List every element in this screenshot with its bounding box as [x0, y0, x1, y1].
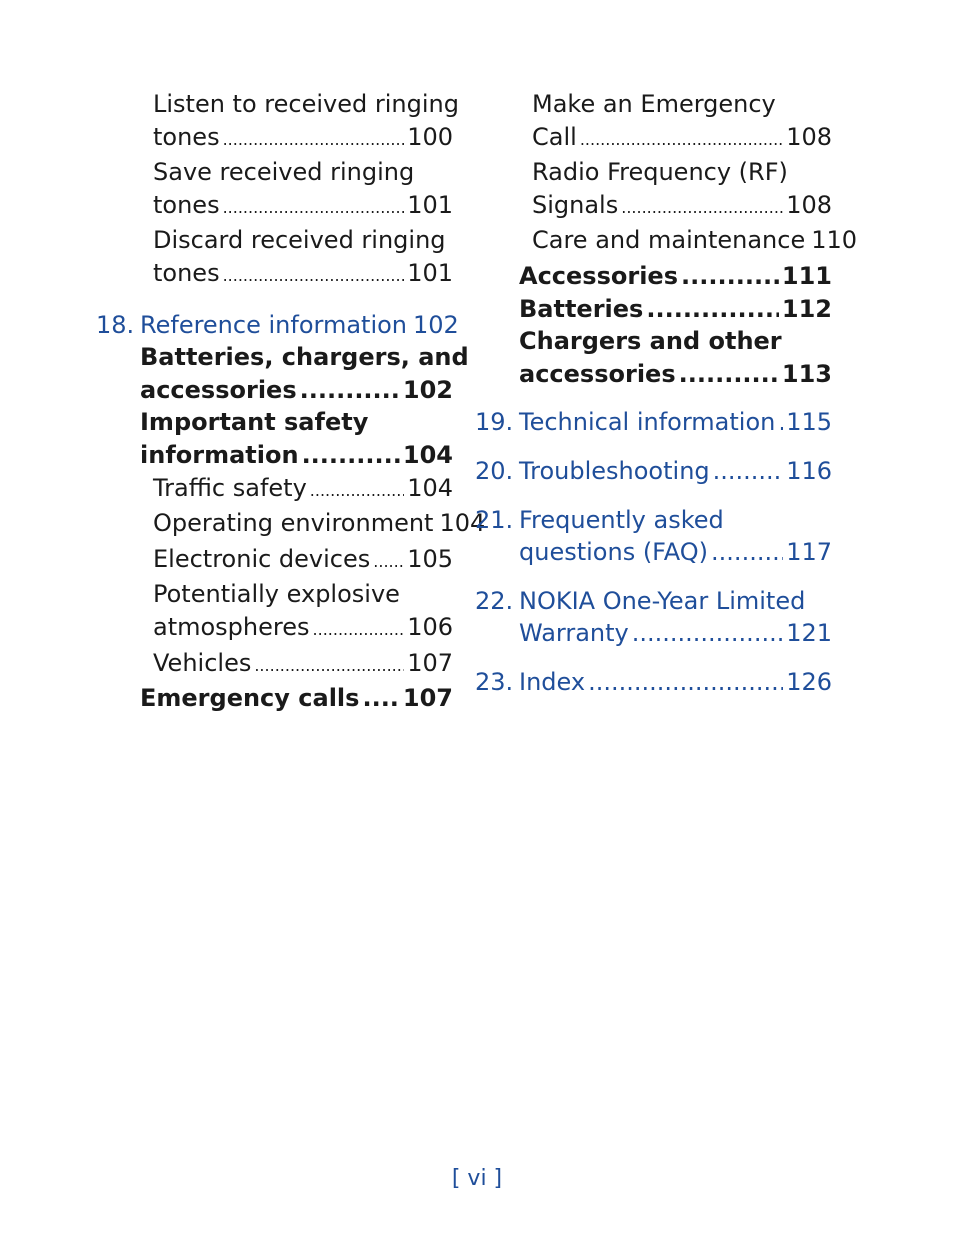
dot-leader: [223, 124, 405, 157]
toc-page-number: 100: [407, 122, 453, 151]
toc-entry[interactable]: [96, 647, 453, 683]
toc-page-number: 104: [407, 473, 453, 502]
toc-entry[interactable]: [96, 88, 459, 156]
toc-entry-title: Batteries: [519, 294, 644, 323]
toc-entry-title-line: Discard received ringing: [153, 226, 446, 255]
dot-leader: [223, 192, 405, 225]
toc-entry-leader-line: [140, 374, 453, 407]
toc-page-number: 106: [407, 612, 453, 641]
toc-entry-title: tones: [153, 190, 220, 219]
toc-entry-title: Vehicles: [153, 648, 252, 677]
dot-leader: [373, 546, 404, 579]
toc-page-number: 102: [402, 375, 453, 404]
toc-entry-title: questions (FAQ): [519, 538, 709, 567]
toc-chapter-entry[interactable]: [475, 585, 832, 650]
page-number: [ vi ]: [451, 1166, 503, 1191]
dot-leader: [302, 439, 400, 472]
toc-page-number: 107: [402, 684, 453, 713]
toc-entry-leader-line: [140, 682, 453, 715]
toc-entry[interactable]: [475, 88, 832, 156]
dot-leader: [362, 682, 399, 715]
toc-entry[interactable]: [475, 325, 832, 390]
toc-page-number: 104: [402, 440, 453, 469]
dot-leader: [313, 614, 405, 647]
toc-entry-title: 18. Reference information: [140, 309, 407, 342]
toc-entry-title: Traffic safety: [153, 473, 307, 502]
toc-page-number: 102: [413, 310, 459, 339]
toc-entry-title: Call: [532, 122, 577, 151]
toc-page-number: 108: [786, 190, 832, 219]
toc-page-number: 110: [811, 226, 858, 255]
toc-entry[interactable]: [96, 406, 453, 471]
toc-entry-title-line: Chargers and other: [519, 327, 782, 356]
toc-entry-title: information: [140, 440, 299, 469]
toc-entry-title: Signals: [532, 190, 619, 219]
chapter-number: 21.: [475, 505, 514, 534]
toc-entry-leader-line: [519, 617, 832, 650]
toc-entry[interactable]: [96, 578, 453, 646]
toc-right-column: [475, 88, 858, 699]
toc-entry-leader-line: [475, 406, 832, 439]
toc-entry-title-line: Radio Frequency (RF): [532, 158, 788, 187]
toc-page-number: 116: [786, 456, 832, 485]
toc-page-number: 108: [786, 122, 832, 151]
toc-entry-title-line: 21. Frequently asked: [519, 504, 832, 537]
toc-entry-leader-line: [153, 611, 453, 647]
toc-entry-title: Accessories: [519, 261, 678, 290]
toc-page-number: 105: [407, 544, 453, 573]
toc-entry-title: 19. Technical information: [519, 406, 775, 439]
toc-entry-title-line: Potentially explosive: [153, 580, 400, 609]
toc-entry-title-line: Make an Emergency: [532, 90, 776, 118]
toc-entry[interactable]: [96, 224, 453, 292]
toc-entry-leader-line: [532, 121, 832, 157]
toc-entry-leader-line: [140, 439, 453, 472]
toc-entry[interactable]: [96, 341, 469, 406]
toc-entry-title: tones: [153, 258, 220, 287]
toc-entry-title: accessories: [519, 359, 676, 388]
toc-page-number: 115: [786, 408, 832, 437]
toc-entry-title: accessories: [140, 375, 297, 404]
toc-entry-leader-line: [532, 224, 858, 260]
toc-page-number: 111: [781, 261, 832, 290]
toc-page-number: 112: [781, 294, 832, 323]
toc-entry-leader-line: [475, 666, 832, 699]
toc-entry[interactable]: [96, 156, 453, 224]
toc-page-number: 117: [786, 538, 832, 567]
toc-entry-title-line: Save received ringing: [153, 158, 415, 187]
toc-entry-title: 20. Troubleshooting: [519, 455, 710, 488]
toc-entry-title-line: Listen to received ringing: [153, 90, 459, 118]
toc-entry-leader-line: [153, 507, 486, 543]
toc-entry-leader-line: [519, 358, 832, 391]
toc-entry-leader-line: [532, 189, 832, 225]
dot-leader: [254, 650, 404, 683]
toc-entry-leader-line: [153, 121, 453, 157]
toc-chapter-entry[interactable]: [475, 666, 832, 699]
toc-entry[interactable]: [475, 293, 832, 326]
toc-entry-title: Warranty: [519, 619, 629, 648]
toc-entry-leader-line: [153, 543, 453, 579]
dot-leader: [681, 260, 779, 293]
toc-chapter-entry[interactable]: [96, 309, 459, 342]
toc-entry[interactable]: [96, 507, 486, 543]
toc-left-column: [96, 88, 486, 715]
toc-page-number: 113: [781, 359, 832, 388]
toc-page-number: 101: [407, 190, 453, 219]
toc-entry-leader-line: [153, 472, 453, 508]
toc-chapter-entry[interactable]: [475, 455, 832, 488]
toc-entry-title: Care and maintenance: [532, 226, 806, 255]
chapter-number: 22.: [475, 586, 514, 615]
toc-page-number: 101: [407, 258, 453, 287]
toc-entry-title-line: 22. NOKIA One-Year Limited: [519, 585, 832, 618]
dot-leader: [310, 475, 404, 508]
dot-leader: [679, 358, 779, 391]
toc-entry[interactable]: [96, 682, 453, 715]
toc-entry-leader-line: [475, 455, 832, 488]
dot-leader: [621, 192, 783, 225]
toc-chapter-entry[interactable]: [475, 504, 832, 569]
chapter-number: 19.: [475, 408, 514, 437]
toc-entry-title: Emergency calls: [140, 684, 360, 713]
toc-entry-title: atmospheres: [153, 612, 310, 641]
toc-entry-leader-line: [96, 309, 459, 342]
toc-entry[interactable]: [475, 156, 832, 224]
dot-leader: [632, 617, 783, 650]
dot-leader: [580, 124, 783, 157]
toc-entry[interactable]: [96, 472, 453, 508]
toc-entry[interactable]: [475, 224, 858, 260]
toc-page-number: 104: [439, 509, 486, 538]
dot-leader: [223, 260, 405, 293]
toc-entry-leader-line: [153, 189, 453, 225]
toc-entry-title-line: Batteries, chargers, and: [140, 343, 469, 372]
toc-page-number: 126: [786, 667, 832, 696]
dot-leader: [713, 455, 784, 488]
dot-leader: [300, 374, 400, 407]
toc-entry[interactable]: [475, 260, 832, 293]
toc-entry-title: tones: [153, 122, 220, 151]
toc-page-number: 107: [407, 648, 453, 677]
toc-entry-leader-line: [519, 293, 832, 326]
toc-entry-leader-line: [519, 536, 832, 569]
toc-entry[interactable]: [96, 543, 453, 579]
dot-leader: [711, 536, 783, 569]
dot-leader: [588, 666, 783, 699]
chapter-number: 20.: [475, 456, 514, 485]
toc-entry-leader-line: [519, 260, 832, 293]
toc-chapter-entry[interactable]: [475, 406, 832, 439]
toc-entry-title: 23. Index: [519, 666, 585, 699]
chapter-number: 18.: [96, 310, 135, 339]
toc-entry-title-line: Important safety: [140, 408, 369, 437]
dot-leader: [646, 293, 779, 326]
toc-entry-leader-line: [153, 257, 453, 293]
toc-entry-leader-line: [153, 647, 453, 683]
chapter-number: 23.: [475, 667, 514, 696]
toc-page-number: 121: [786, 619, 832, 648]
dot-leader: [778, 406, 783, 439]
toc-entry-title: Electronic devices: [153, 544, 371, 573]
toc-entry-title: Operating environment: [153, 509, 434, 538]
